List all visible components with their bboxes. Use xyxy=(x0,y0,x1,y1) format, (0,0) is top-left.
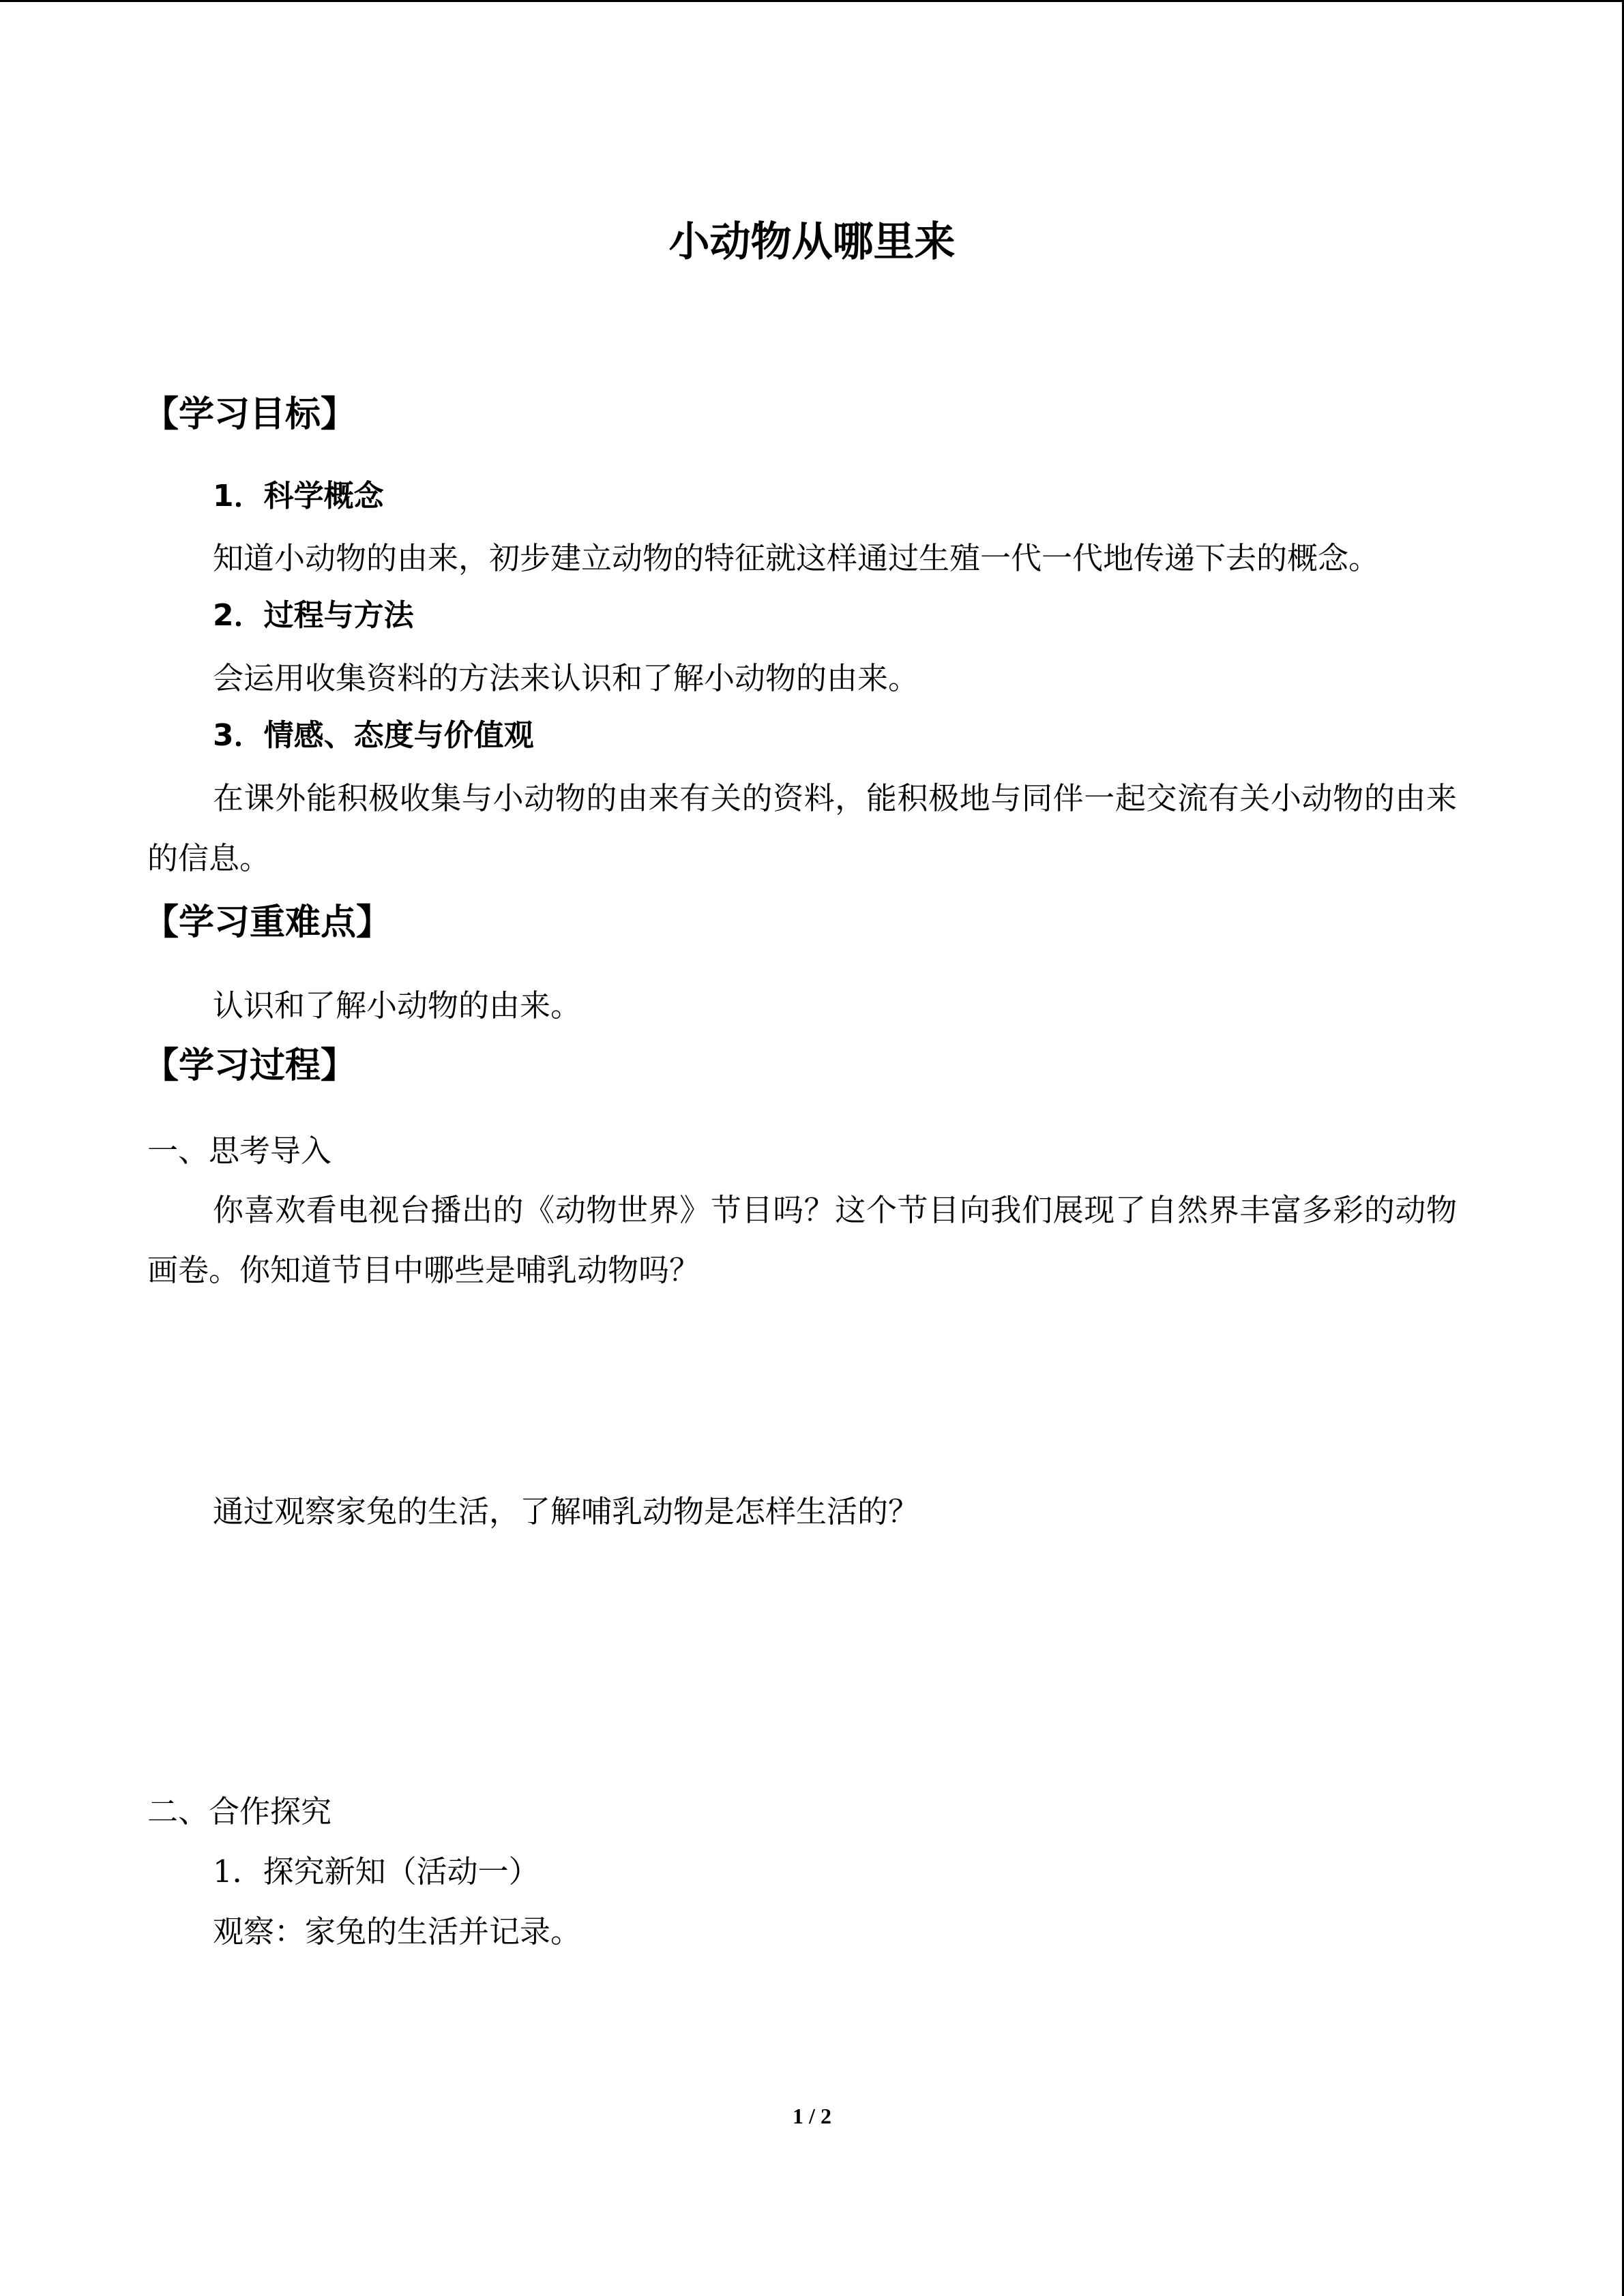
part1-text: 你喜欢看电视台播出的《动物世界》节目吗？这个节目向我们展现了自然界丰富多彩的动物画卷。你知道节目中哪些是哺乳动物吗？ xyxy=(147,1192,1457,1288)
objective-2-text: 会运用收集资料的方法来认识和了解小动物的由来。 xyxy=(213,660,919,696)
part1-title: 一、思考导入 xyxy=(147,1133,332,1169)
key-points-text: 认识和了解小动物的由来。 xyxy=(213,987,582,1024)
objective-3-text: 在课外能积极收集与小动物的由来有关的资料，能积极地与同伴一起交流有关小动物的由来的信息。 xyxy=(147,780,1457,876)
objectives-heading: 【学习目标】 xyxy=(143,394,357,435)
key-points-heading: 【学习重难点】 xyxy=(143,902,392,943)
part2-item1-title: 1．探究新知（活动一） xyxy=(213,1853,540,1890)
objective-2-title: 2．过程与方法 xyxy=(213,598,414,633)
objective-3-title: 3．情感、态度与价值观 xyxy=(213,718,534,753)
page-number: 1 / 2 xyxy=(793,2104,831,2128)
objective-1-text: 知道小动物的由来，初步建立动物的特征就这样通过生殖一代一代地传递下去的概念。 xyxy=(213,540,1380,576)
process-heading: 【学习过程】 xyxy=(143,1045,357,1086)
objective-1-title: 1．科学概念 xyxy=(213,479,384,513)
part2-item1-text: 观察：家兔的生活并记录。 xyxy=(213,1913,582,1950)
part1-question: 通过观察家兔的生活，了解哺乳动物是怎样生活的？ xyxy=(213,1493,919,1530)
part2-title: 二、合作探究 xyxy=(147,1793,332,1830)
page-title: 小动物从哪里来 xyxy=(668,218,956,266)
